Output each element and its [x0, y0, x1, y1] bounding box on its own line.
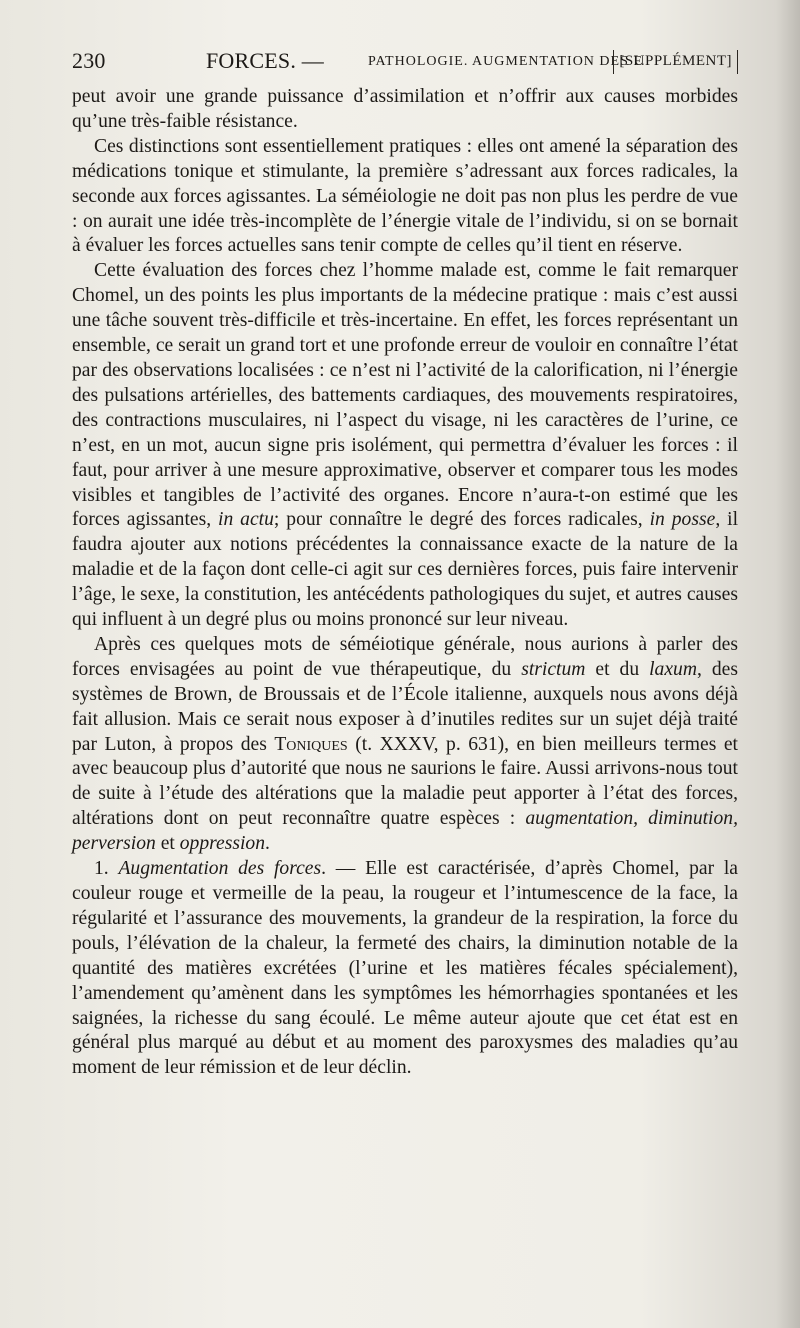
running-subtitle: PATHOLOGIE. AUGMENTATION DES F. — [368, 54, 646, 69]
text-run: Après ces quelques mots de séméiotique générale, nous aurions à parler des forces envisagées au point de vue thérapeutique, du — [72, 633, 738, 680]
small-caps-text: Toniques — [274, 733, 348, 755]
text-run: , il faudra ajouter aux notions précédentes la connaissance exacte de la nature de la maladie et de la façon dont celle-ci agit sur ces dernières forces, puis faire intervenir l’âge, le sexe, la constitution, les antécédents pathologiques du sujet, et autres causes qui influent à un degré plus ou moins prononcé sur leur niveau. — [72, 509, 739, 631]
italic-text: in actu — [218, 509, 274, 531]
paragraph — [72, 259, 738, 633]
text-run: , des systèmes de Brown, de Broussais et de l’École italienne, auxquels nous avons déjà fait allusion. Mais ce serait nous exposer à d’inutiles redites sur un sujet déjà traité par Luton, à propos des — [72, 658, 738, 755]
text-run: Cette évaluation des forces chez l’homme malade est, comme le fait remarquer Chomel, un des points les plus importants de la médecine pratique : mais c’est aussi une tâche souvent très-difficile et très-incertaine. En effet, les forces représentant un ensemble, ce serait un grand tort et une profonde erreur de vouloir en connaître l’état par des observations localisées : ce n’est ni l’activité de la calorification, ni l’énergie des pulsations artérielles, des battements cardiaques, des mouvements respiratoires, des contractions musculaires, ni l’aspect du visage, ni les caractères de l’urine, ce n’est, en un mot, aucun signe pris isolément, qui permettra d’évaluer les forces : il faut, pour arriver à une mesure approximative, observer et comparer tous les modes visibles et tangibles de l’activité des organes. Encore n’aura-t-on estimé que les forces agissantes, — [72, 260, 738, 531]
section-label: [SUPPLÉMENT] — [613, 50, 738, 74]
text-run: et — [155, 833, 180, 855]
italic-text: strictum — [521, 658, 586, 680]
italic-text: augmentation, diminution, perversion — [72, 808, 738, 855]
text-run: (t. XXXV, p. 631), en bien meilleurs termes et avec beaucoup plus d’autorité que nous ne saurions le faire. Aussi arrivons-nous tout de suite à l’étude des altérations que la maladie peut apporter à l’état des forces, altérations dont on peut reconnaître quatre espèces : — [72, 733, 738, 830]
italic-text: in posse — [649, 509, 716, 531]
text-run: ; pour connaître le degré des forces radicales, — [273, 509, 650, 531]
italic-text: laxum — [649, 658, 697, 680]
page-number: 230 — [72, 48, 106, 73]
body-text — [72, 85, 738, 1081]
text-run: Ces distinctions sont essentiellement pratiques : elles ont amené la séparation des médications tonique et stimulante, la première s’adressant aux forces radicales, la seconde aux forces agissantes. La séméiologie ne doit pas non plus les perdre de vue : on aurait une idée très-incomplète de l’énergie vitale de l’individu, si on se bornait à évaluer les forces actuelles sans tenir compte de celles qu’il tient en réserve. — [72, 135, 738, 257]
paragraph — [72, 633, 738, 857]
paragraph — [72, 135, 738, 260]
text-run: et du — [585, 658, 650, 680]
italic-text: Augmentation des forces — [118, 858, 322, 880]
paragraph — [72, 857, 738, 1081]
text-run: 1. — [94, 858, 119, 880]
running-header — [72, 44, 738, 78]
paragraph — [72, 85, 738, 135]
italic-text: oppression — [179, 833, 266, 855]
text-run: . — Elle est caractérisée, d’après Chomel, par la couleur rouge et vermeille de la peau, la rougeur et l’intumescence de la face, la régularité et l’assurance des mouvements, la grandeur de la respiration, la force du pouls, l’élévation de la chaleur, la fermeté des chairs, la diminution notable de la quantité des matières excrétées (l’urine et les matières fécales spécialement), l’amendement qu’amènent dans les symptômes les hémorrhagies spontanées et les saignées, la richesse du sang écoulé. Le même auteur ajoute que cet état est en général plus marqué au début et au moment des paroxysmes des maladies qu’au moment de leur rémission et de leur déclin. — [72, 858, 738, 1079]
text-run: peut avoir une grande puissance d’assimilation et n’offrir aux causes morbides qu’une très-faible résistance. — [72, 86, 738, 132]
running-title: FORCES. — — [206, 48, 324, 73]
text-run: . — [265, 833, 270, 855]
